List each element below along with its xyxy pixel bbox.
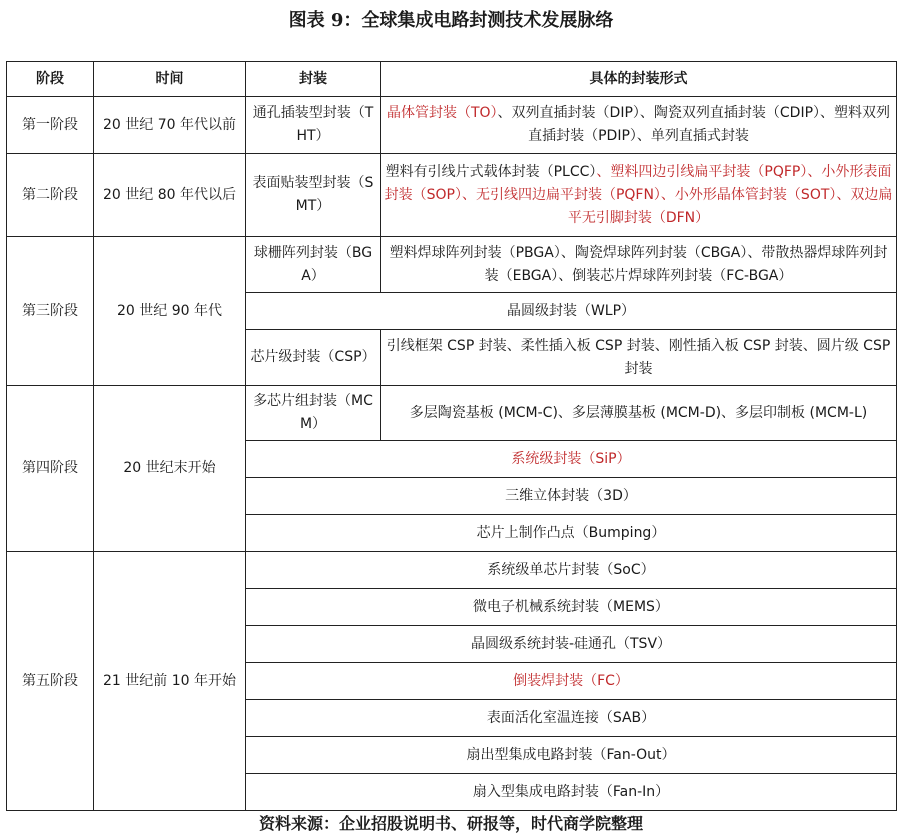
package-type: 表面贴装型封装（SMT）	[246, 154, 381, 237]
table-row	[7, 237, 897, 293]
package-forms	[381, 154, 897, 237]
package-type: 芯片上制作凸点（Bumping）	[246, 515, 897, 552]
forms-text-red: 塑料四边引线扁平封装（PQFP）、小外形表面封装（SOP）、无引线四边扁平封装（PQFN）、小外形晶体管封装（SOT）、双边扁平无引脚封装（DFN）	[384, 163, 893, 226]
package-type: 多芯片组封装（MCM）	[246, 386, 381, 441]
header-stage: 阶段	[7, 62, 94, 97]
package-type: 微电子机械系统封装（MEMS）	[246, 589, 897, 626]
figure-title: 图表 9：全球集成电路封测技术发展脉络	[288, 10, 614, 31]
header-forms: 具体的封装形式	[381, 62, 897, 97]
stage-name: 第一阶段	[7, 97, 94, 154]
stage-time: 20 世纪末开始	[94, 386, 246, 552]
package-forms: 引线框架 CSP 封装、柔性插入板 CSP 封装、刚性插入板 CSP 封装、圆片级 CSP 封装	[381, 330, 897, 386]
stage-name: 第三阶段	[7, 237, 94, 386]
header-time: 时间	[94, 62, 246, 97]
package-type: 芯片级封装（CSP）	[246, 330, 381, 386]
package-forms: 塑料焊球阵列封装（PBGA）、陶瓷焊球阵列封装（CBGA）、带散热器焊球阵列封装（EBGA）、倒装芯片焊球阵列封装（FC-BGA）	[381, 237, 897, 293]
stage-time: 20 世纪 80 年代以后	[94, 154, 246, 237]
package-type: 系统级单芯片封装（SoC）	[246, 552, 897, 589]
package-type: 扇入型集成电路封装（Fan-In）	[246, 774, 897, 811]
package-type: 晶圆级系统封装-硅通孔（TSV）	[246, 626, 897, 663]
package-type: 表面活化室温连接（SAB）	[246, 700, 897, 737]
table-row	[7, 154, 897, 237]
stage-name: 第四阶段	[7, 386, 94, 552]
header-package: 封装	[246, 62, 381, 97]
forms-text: 塑料有引线片式载体封装（PLCC）	[385, 163, 597, 180]
table-row	[7, 97, 897, 154]
package-type: 倒装焊封装（FC）	[246, 663, 897, 700]
stage-name: 第二阶段	[7, 154, 94, 237]
package-type: 三维立体封装（3D）	[246, 478, 897, 515]
stage-time: 21 世纪前 10 年开始	[94, 552, 246, 811]
package-type: 系统级封装（SiP）	[246, 441, 897, 478]
table-row	[7, 386, 897, 441]
forms-separator: 、	[596, 163, 611, 180]
package-type: 扇出型集成电路封装（Fan-Out）	[246, 737, 897, 774]
table-row	[7, 552, 897, 589]
forms-text-red: 晶体管封装（TO）	[386, 105, 498, 121]
packaging-table	[6, 61, 897, 811]
stage-name: 第五阶段	[7, 552, 94, 811]
package-forms	[381, 97, 897, 154]
stage-time: 20 世纪 90 年代	[94, 237, 246, 386]
package-type: 通孔插装型封装（THT）	[246, 97, 381, 154]
forms-text: 、双列直插封装（DIP）、陶瓷双列直插封装（CDIP）、塑料双列直插封装（PDIP）、单列直插式封装	[497, 105, 891, 144]
package-type: 球栅阵列封装（BGA）	[246, 237, 381, 293]
package-forms: 多层陶瓷基板 (MCM-C)、多层薄膜基板 (MCM-D)、多层印制板 (MCM-L)	[381, 386, 897, 441]
package-type: 晶圆级封装（WLP）	[246, 293, 897, 330]
source-note: 资料来源：企业招股说明书、研报等，时代商学院整理	[258, 814, 643, 833]
stage-time: 20 世纪 70 年代以前	[94, 97, 246, 154]
header-row	[7, 62, 897, 97]
